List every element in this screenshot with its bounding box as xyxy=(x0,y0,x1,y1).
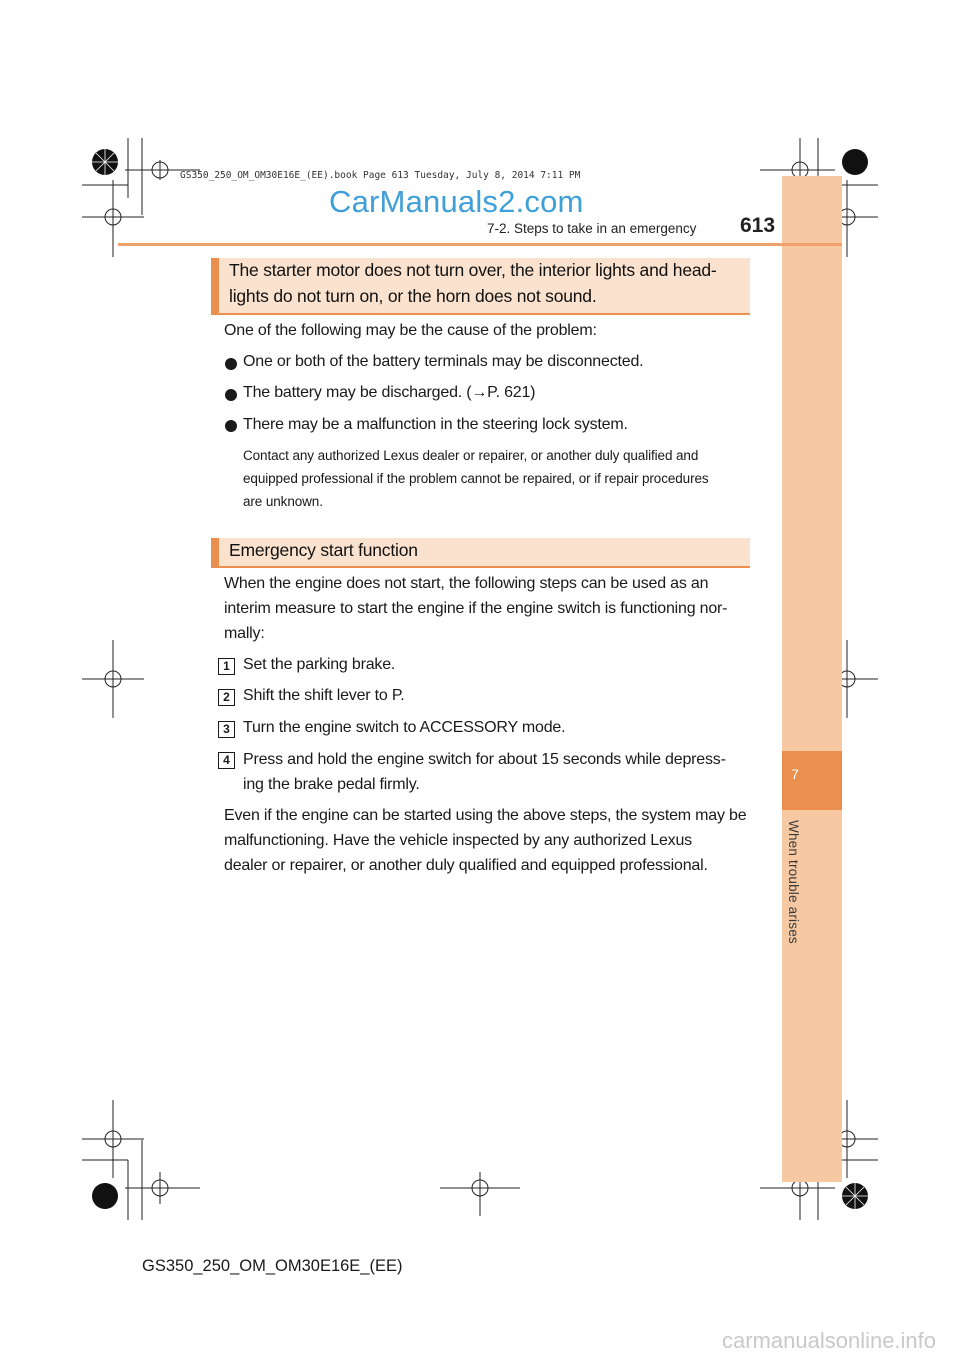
section1-bullet-3: There may be a malfunction in the steering lock system. xyxy=(243,416,628,433)
section1-note-line2: equipped professional if the problem cannot be repaired, or if repair procedures xyxy=(243,471,709,486)
section1-heading-box xyxy=(211,258,750,315)
step-4-text-line2: ing the brake pedal firmly. xyxy=(243,776,420,793)
step-number-2: 2 xyxy=(218,689,235,706)
page-footer: GS350_250_OM_OM30E16E_(EE) xyxy=(142,1257,403,1275)
step-4-text-line1: Press and hold the engine switch for about 15 seconds while depress- xyxy=(243,751,726,768)
section1-intro: One of the following may be the cause of the problem: xyxy=(224,322,597,339)
section2-heading-box xyxy=(211,538,750,568)
step-number-3: 3 xyxy=(218,721,235,738)
watermark-bottom: carmanualsonline.info xyxy=(722,1328,937,1353)
section1-note-line3: are unknown. xyxy=(243,494,323,509)
watermark-top: CarManuals2.com xyxy=(329,184,584,219)
step-number-4: 4 xyxy=(218,752,235,769)
section2-outro-line3: dealer or repairer, or another duly qualified and equipped professional. xyxy=(224,857,708,874)
step-2-text: Shift the shift lever to P. xyxy=(243,687,405,704)
bullet-icon xyxy=(225,358,237,370)
chapter-side-strip xyxy=(782,176,842,1182)
step-3-text: Turn the engine switch to ACCESSORY mode. xyxy=(243,719,566,736)
section1-bullet-1: One or both of the battery terminals may be disconnected. xyxy=(243,353,644,370)
bullet-icon xyxy=(225,420,237,432)
chapter-number: 7 xyxy=(791,766,799,782)
section1-bullet-2: The battery may be discharged. (→P. 621) xyxy=(243,384,536,401)
section-label: 7-2. Steps to take in an emergency xyxy=(487,221,697,236)
step-number-1: 1 xyxy=(218,658,235,675)
chapter-title: When trouble arises xyxy=(786,820,801,944)
step-1-text: Set the parking brake. xyxy=(243,656,396,673)
section2-intro-line2: interim measure to start the engine if the engine switch is functioning nor- xyxy=(224,600,728,617)
print-info-line: GS350_250_OM_OM30E16E_(EE).book Page 613 Tuesday, July 8, 2014 7:11 PM xyxy=(180,170,581,181)
section2-outro-line2: malfunctioning. Have the vehicle inspected by any authorized Lexus xyxy=(224,832,692,849)
section2-outro-line1: Even if the engine can be started using the above steps, the system may be xyxy=(224,807,747,824)
section1-note-line1: Contact any authorized Lexus dealer or repairer, or another duly qualified and xyxy=(243,448,699,463)
page-number: 613 xyxy=(740,214,776,237)
section2-heading: Emergency start function xyxy=(229,540,418,560)
section2-intro-line3: mally: xyxy=(224,625,265,642)
section1-heading-line2: lights do not turn on, or the horn does not sound. xyxy=(229,286,597,306)
section2-intro-line1: When the engine does not start, the following steps can be used as an xyxy=(224,575,709,592)
header-rule xyxy=(118,243,842,246)
bullet-icon xyxy=(225,389,237,401)
section1-heading-line1: The starter motor does not turn over, the interior lights and head- xyxy=(229,260,717,280)
